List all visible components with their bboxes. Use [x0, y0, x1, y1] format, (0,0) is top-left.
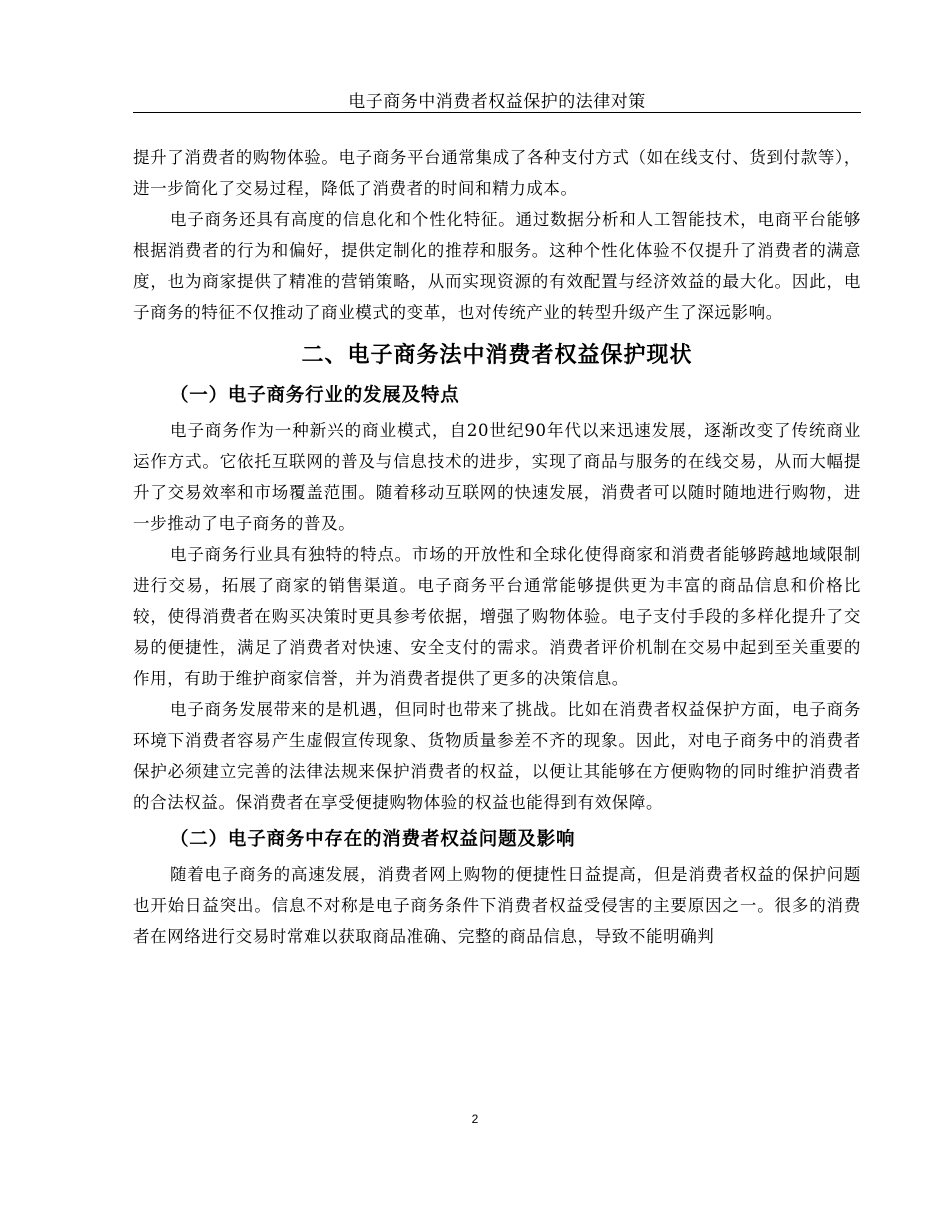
body-paragraph: 电子商务行业具有独特的特点。市场的开放性和全球化使得商家和消费者能够跨越地域限制进行交易，拓展了商家的销售渠道。电子商务平台通常能够提供更为丰富的商品信息和价格比较，使得消费者在购买决策时更具参考依据，增强了购物体验。电子支付手段的多样化提升了交易的便捷性，满足了消费者对快速、安全支付的需求。消费者评价机制在交易中起到至关重要的作用，有助于维护商家信誉，并为消费者提供了更多的决策信息。 [133, 545, 861, 688]
body-paragraph: 电子商务作为一种新兴的商业模式，自20世纪90年代以来迅速发展，逐渐改变了传统商业运作方式。它依托互联网的普及与信息技术的进步，实现了商品与服务的在线交易，从而大幅提升了交易效率和市场覆盖范围。随着移动互联网的快速发展，消费者可以随时随地进行购物，进一步推动了电子商务的普及。 [133, 421, 861, 533]
body-paragraph: 随着电子商务的高速发展，消费者网上购物的便捷性日益提高，但是消费者权益的保护问题也开始日益突出。信息不对称是电子商务条件下消费者权益受侵害的主要原因之一。很多的消费者在网络进行交易时常难以获取商品准确、完整的商品信息，导致不能明确判 [133, 865, 861, 946]
body-paragraph: 提升了消费者的购物体验。电子商务平台通常集成了各种支付方式（如在线支付、货到付款等），进一步简化了交易过程，降低了消费者的时间和精力成本。 [133, 148, 861, 198]
body-paragraph: 电子商务发展带来的是机遇，但同时也带来了挑战。比如在消费者权益保护方面，电子商务环境下消费者容易产生虚假宣传现象、货物质量参差不齐的现象。因此，对电子商务中的消费者保护必须建立完善的法律法规来保护消费者的权益，以便让其能够在方便购物的同时维护消费者的合法权益。保消费者在享受便捷购物体验的权益也能得到有效保障。 [133, 700, 861, 812]
header-rule [133, 112, 861, 113]
page-number: 2 [471, 1112, 479, 1126]
body-paragraph: 电子商务还具有高度的信息化和个性化特征。通过数据分析和人工智能技术，电商平台能够根据消费者的行为和偏好，提供定制化的推荐和服务。这种个性化体验不仅提升了消费者的满意度，也为商家提供了精准的营销策略，从而实现资源的有效配置与经济效益的最大化。因此，电子商务的特征不仅推动了商业模式的变革，也对传统产业的转型升级产生了深远影响。 [133, 210, 861, 322]
section-heading: 二、电子商务法中消费者权益保护现状 [301, 343, 693, 368]
running-header-title: 电子商务中消费者权益保护的法律对策 [348, 92, 646, 112]
document-body [133, 142, 861, 952]
subsection-heading: （一）电子商务行业的发展及特点 [170, 385, 460, 406]
subsection-heading: （二）电子商务中存在的消费者权益问题及影响 [170, 829, 576, 850]
